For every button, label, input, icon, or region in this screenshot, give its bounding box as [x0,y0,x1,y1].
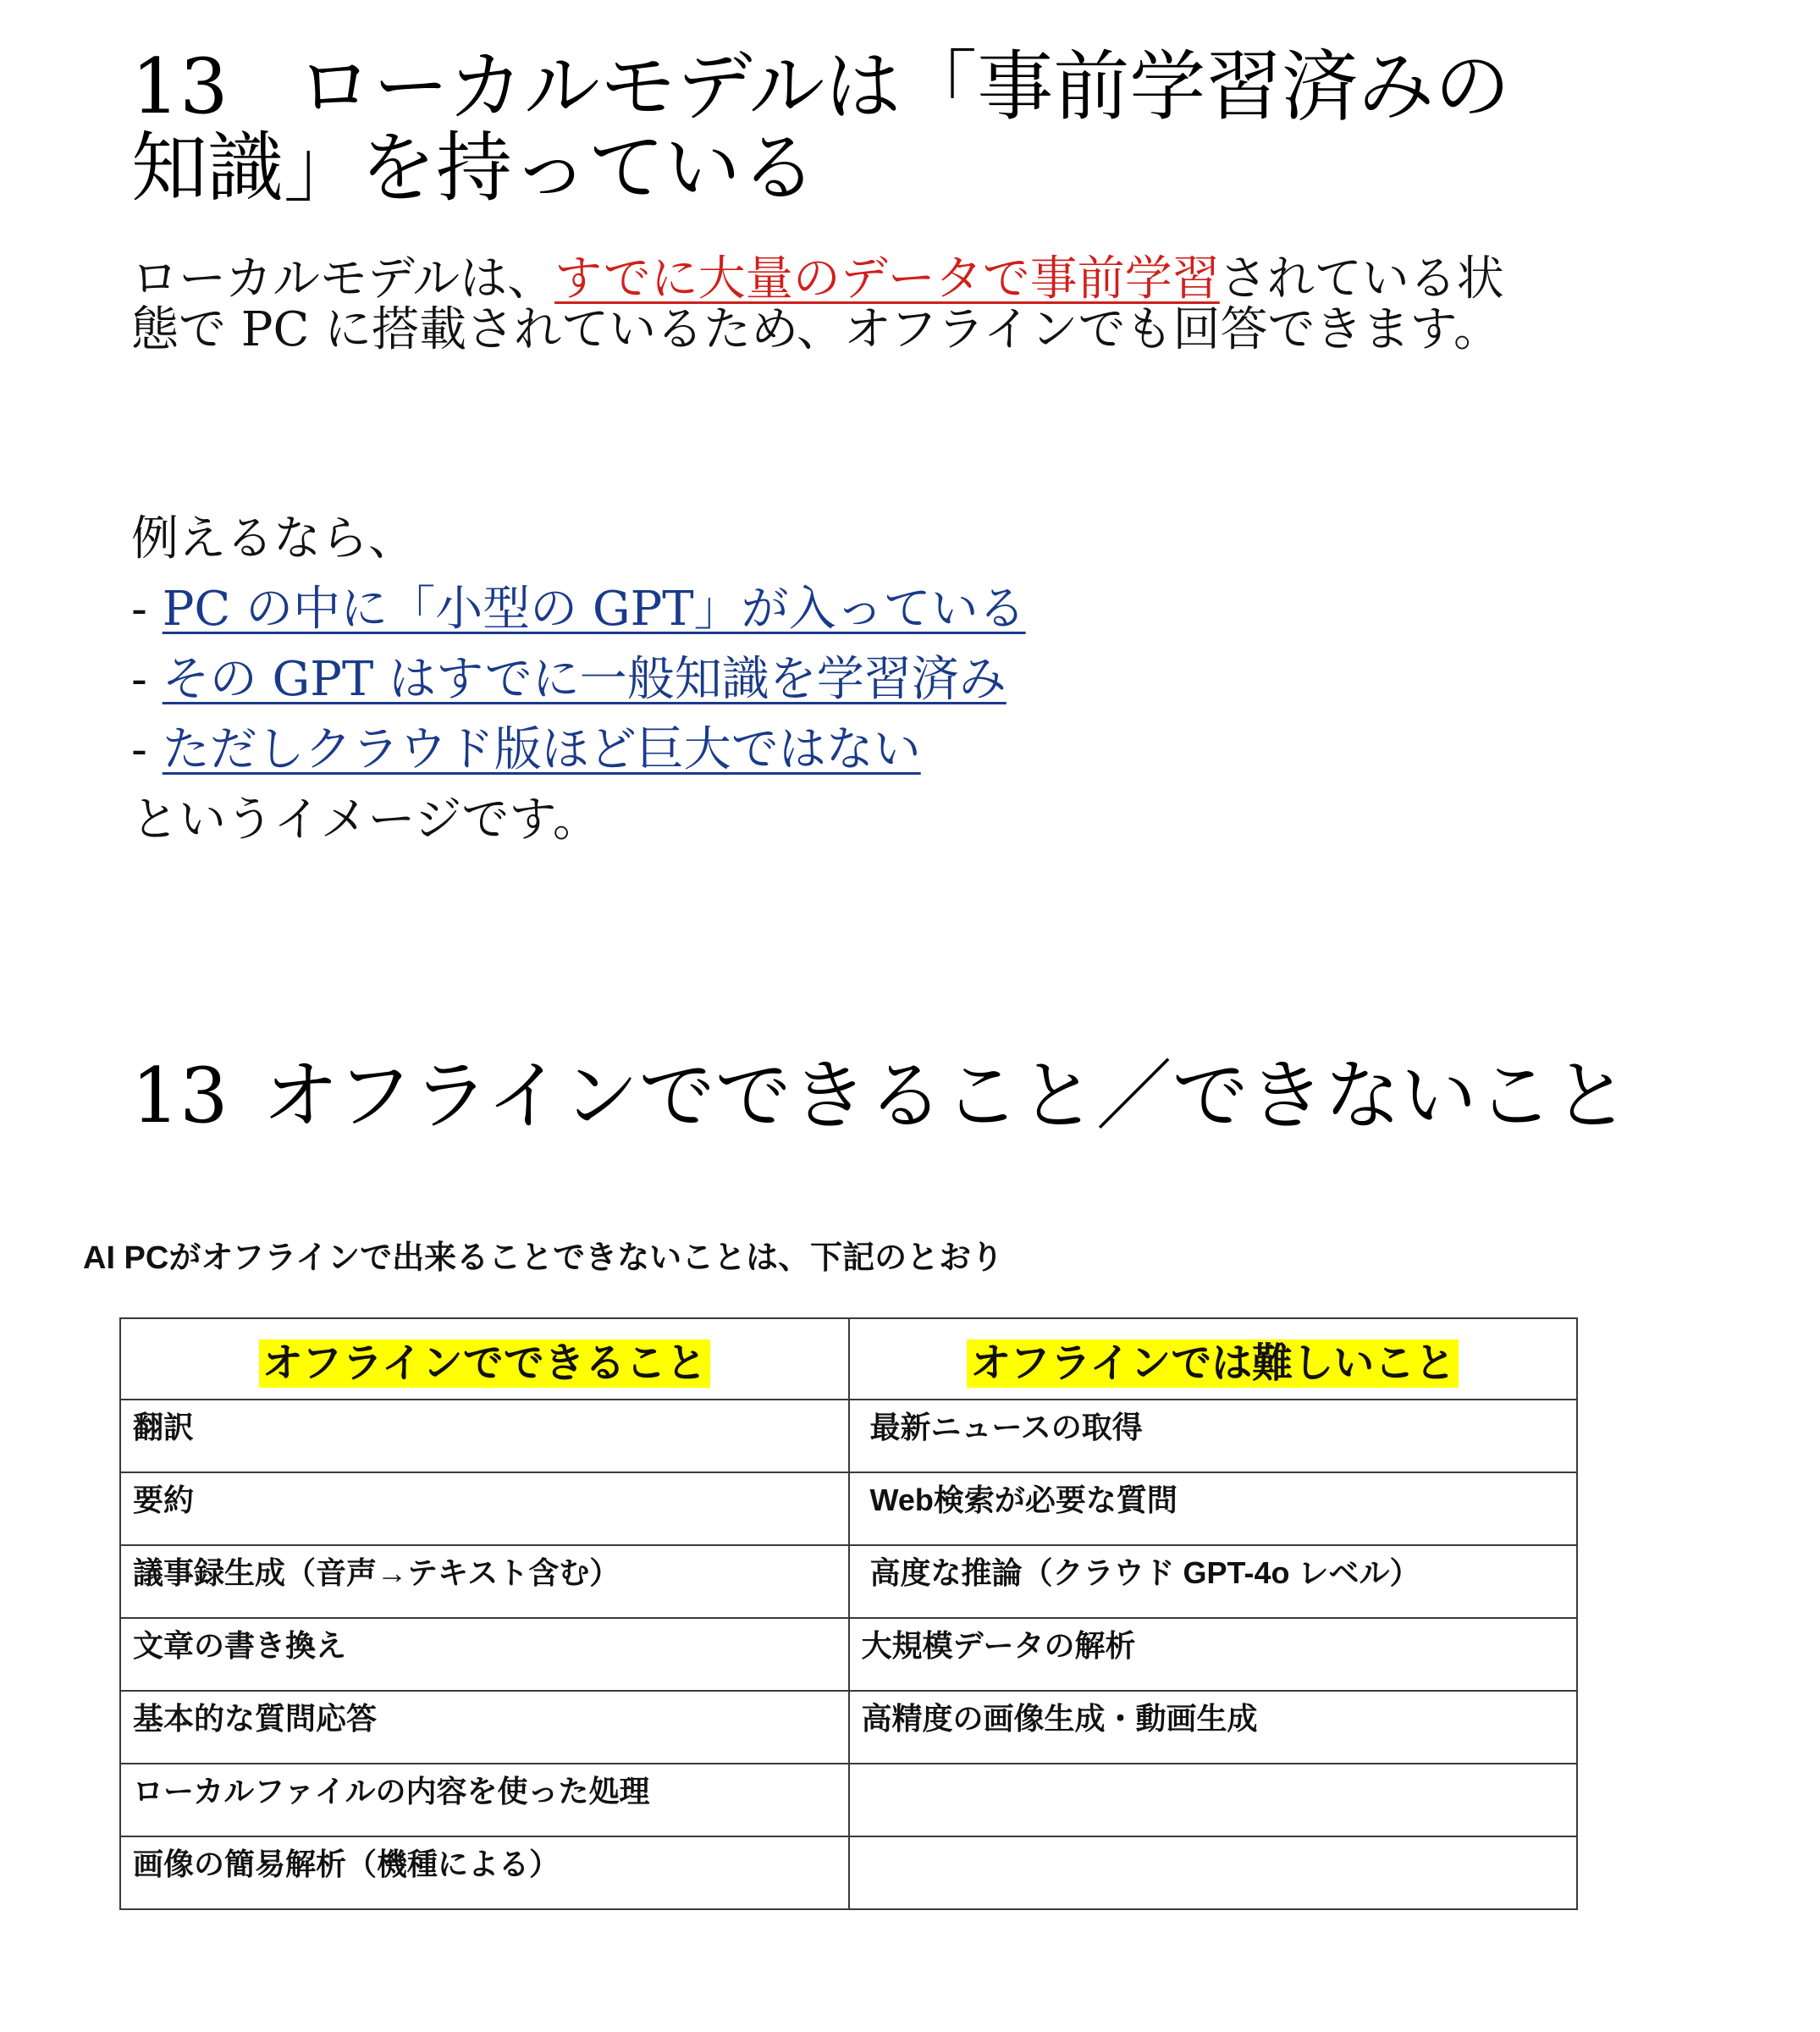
table-row [120,1836,1577,1909]
table-cell: 文章の書き換え [120,1618,849,1691]
table-cell: Web検索が必要な質問 [849,1472,1578,1545]
list-dash: - [131,722,147,777]
header-can-do [120,1318,849,1400]
section-2-heading [131,1054,1740,1139]
closing-text: というイメージです。 [131,792,600,848]
table-cell: 議事録生成（音声→テキスト含む） [120,1545,849,1618]
table-cell: 最新ニュースの取得 [849,1400,1578,1472]
section-1-title: ローカルモデルは「事前学習済みの知識」を持っている [131,42,1511,213]
list-item [131,574,1401,644]
table-cell: 高精度の画像生成・動画生成 [849,1691,1578,1764]
header-can-do-label: オフラインでできること [259,1339,710,1388]
section-2-title: オフラインでできること／できないこと [262,1052,1630,1140]
table-cell: 基本的な質問応答 [120,1691,849,1764]
table-cell: 大規模データの解析 [849,1618,1578,1691]
section-1-heading [131,42,1570,213]
para-highlight: すでに大量のデータで事前学習 [554,251,1220,306]
example-intro: 例えるなら、 [131,511,416,566]
table-row [120,1472,1577,1545]
table-row [120,1545,1577,1618]
section-2-number: 13 [131,1052,229,1140]
table-header-row [120,1318,1577,1400]
header-difficult-label: オフラインでは難しいこと [967,1339,1459,1388]
table-cell: ローカルファイルの内容を使った処理 [120,1764,849,1836]
section-1-number: 13 [131,42,229,131]
para-before: ローカルモデルは、 [131,251,555,306]
table-row [120,1400,1577,1472]
header-difficult [849,1318,1578,1400]
table-cell: 画像の簡易解析（機種による） [120,1836,849,1909]
example-link[interactable]: PC の中に「小型の GPT」が入っている [162,582,1026,637]
list-dash: - [131,582,147,637]
table-cell: 要約 [120,1472,849,1545]
table-cell [849,1836,1578,1909]
list-item [131,644,1401,715]
table-row [120,1691,1577,1764]
example-link[interactable]: ただしクラウド版ほど巨大ではない [162,722,921,777]
example-list [131,504,1401,855]
capability-table [119,1317,1578,1910]
list-dash: - [131,652,147,707]
table-cell: 高度な推論（クラウド GPT-4o レベル） [849,1545,1578,1618]
para-after: されている状態で PC に搭載されているため、オフラインでも回答できます。 [131,251,1504,357]
table-cell [849,1764,1578,1836]
list-item [131,715,1401,785]
table-intro: AI PCがオフラインで出来ることできないことは、下記のとおり [83,1240,1004,1276]
table-cell: 翻訳 [120,1400,849,1472]
intro-paragraph [131,251,1528,357]
example-link[interactable]: その GPT はすでに一般知識を学習済み [162,652,1007,707]
table-row [120,1764,1577,1836]
table-row [120,1618,1577,1691]
